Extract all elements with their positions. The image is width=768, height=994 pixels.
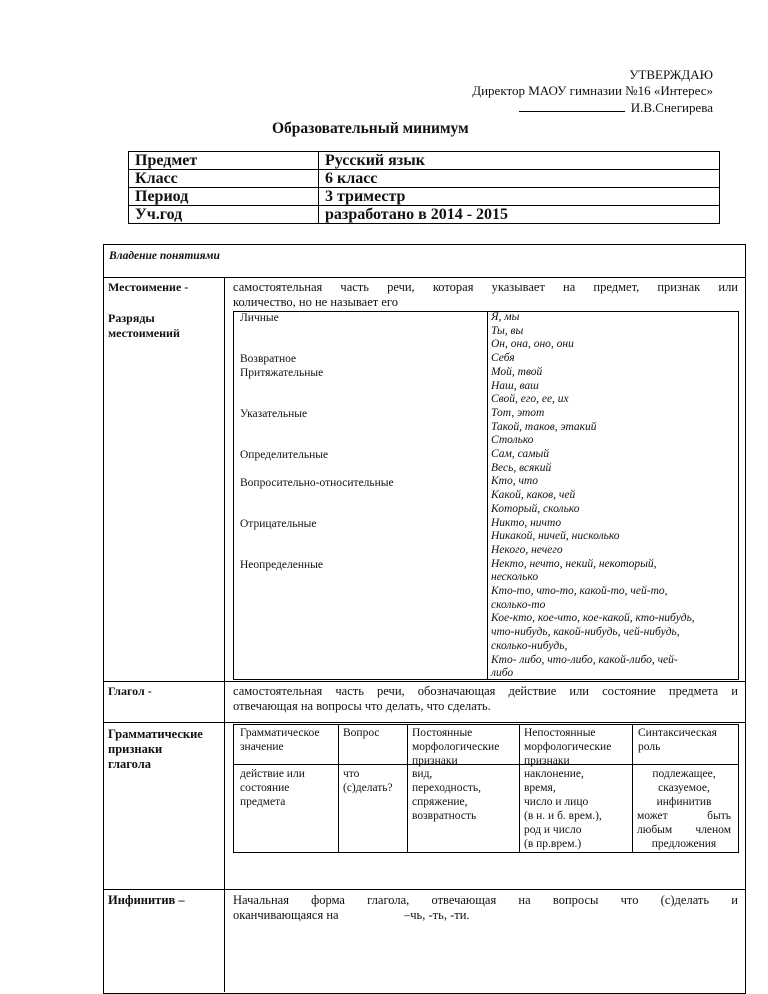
feature-value-cell: [240, 767, 305, 809]
value-line: подлежащее,: [652, 768, 716, 780]
value-line: (в пр.врем.): [524, 838, 582, 850]
example-line: несколько: [491, 571, 539, 584]
value-line: (с)делать?: [343, 782, 393, 794]
example-line: Ты, вы: [491, 324, 524, 337]
value-line: предмета: [240, 796, 286, 808]
example-line: Он, она, оно, они: [491, 338, 574, 351]
categories-column-divider: [487, 311, 488, 680]
header-line: роль: [638, 741, 661, 753]
value-line: род и число: [524, 824, 582, 836]
example-line: Весь, всякий: [491, 461, 552, 474]
example-line: Кое-кто, кое-что, кое-какой, кто-нибудь,: [491, 612, 695, 625]
approval-block: [472, 67, 713, 116]
section-title: Владение понятиями: [109, 250, 220, 262]
example-line: Никто, ничто: [491, 516, 562, 529]
category-name: Неопределенные: [240, 559, 323, 571]
feature-value-cell: [637, 767, 731, 851]
header-line: значение: [240, 741, 284, 753]
value-line: вид,: [412, 768, 433, 780]
example-line: Некто, нечто, некий, некоторый,: [491, 557, 657, 570]
verb-label: Глагол -: [108, 684, 152, 698]
pronoun-definition-line1: самостоятельная часть речи, которая указывает на предмет, признак или: [233, 280, 738, 294]
example-line: Никакой, ничей, нисколько: [491, 530, 620, 543]
column-divider: [407, 724, 408, 853]
verb-features-label-line: глагола: [108, 757, 152, 771]
example-line: Который, сколько: [491, 502, 580, 515]
value-line: (в н. и б. врем.),: [524, 810, 602, 822]
column-header: [524, 726, 611, 768]
value-line: что: [343, 768, 360, 780]
value-line: любым членом: [637, 824, 731, 836]
infinitive-definition-line2a: оканчивающаяся на: [233, 908, 339, 922]
info-value: разработано в 2014 - 2015: [319, 206, 720, 224]
infinitive-definition-line2b: –чь, -ть, -ти.: [404, 908, 470, 922]
verb-features-label: [108, 727, 203, 772]
table-row: [129, 170, 720, 188]
approval-heading: УТВЕРЖДАЮ: [629, 67, 713, 82]
example-line: Столько: [491, 434, 534, 447]
value-line: инфинитив: [656, 796, 712, 808]
feature-value-cell: [524, 767, 602, 851]
example-line: что-нибудь, какой-нибудь, чей-нибудь,: [491, 626, 680, 639]
category-name: Личные: [240, 312, 279, 324]
example-line: Себя: [491, 352, 515, 365]
header-line: морфологические: [524, 741, 612, 753]
example-line: Кто, что: [491, 475, 538, 488]
header-line: признаки: [412, 755, 458, 767]
example-line: Сам, самый: [491, 448, 550, 461]
header-line: признаки: [524, 755, 570, 767]
value-line: действие или: [240, 768, 305, 780]
header-line: Непостоянные: [524, 727, 596, 739]
category-name: Указательные: [240, 408, 308, 420]
info-value: Русский язык: [319, 152, 720, 170]
info-value: 3 триместр: [319, 188, 720, 206]
categories-label-line: местоимений: [108, 326, 180, 340]
value-line: переходность,: [412, 782, 481, 794]
header-line: Вопрос: [343, 727, 380, 739]
column-divider: [632, 724, 633, 853]
label-column-divider: [224, 277, 225, 992]
column-header: [343, 726, 379, 740]
column-header: [240, 726, 320, 754]
feature-value-cell: [412, 767, 481, 823]
header-line: Постоянные: [412, 727, 473, 739]
info-value: 6 класс: [319, 170, 720, 188]
column-divider: [519, 724, 520, 853]
signature-blank: [519, 99, 625, 112]
info-label: Период: [129, 188, 319, 206]
categories-label-line: Разряды: [108, 311, 155, 325]
example-line: Кто- либо, что-либо, какой-либо, чей-: [491, 653, 678, 666]
page-title: Образовательный минимум: [272, 120, 469, 137]
feature-value-cell: [343, 767, 393, 795]
example-line: Наш, ваш: [491, 379, 539, 392]
divider: [103, 889, 746, 890]
column-header: [412, 726, 499, 768]
table-row: [129, 152, 720, 170]
infinitive-label: Инфинитив –: [108, 893, 185, 907]
example-line: Какой, каков, чей: [491, 489, 576, 502]
example-line: либо: [491, 667, 514, 680]
column-header: [638, 726, 717, 754]
approval-name: И.В.Снегирева: [630, 100, 713, 115]
header-line: Грамматическое: [240, 727, 320, 739]
value-line: наклонение,: [524, 768, 584, 780]
pronoun-definition-line2: количество, но не называет его: [233, 295, 398, 309]
verb-definition-line2: отвечающая на вопросы что делать, что сделать.: [233, 699, 491, 713]
category-name: Возвратное: [240, 353, 297, 365]
info-label: Класс: [129, 170, 319, 188]
verb-definition-line1: самостоятельная часть речи, обозначающая действие или состояние предмета и: [233, 684, 738, 698]
value-line: спряжение,: [412, 796, 468, 808]
header-line: Синтаксическая: [638, 727, 717, 739]
value-line: возвратность: [412, 810, 477, 822]
example-line: Кто-то, что-то, какой-то, чей-то,: [491, 585, 668, 598]
category-name: Притяжательные: [240, 367, 324, 379]
column-divider: [338, 724, 339, 853]
example-line: Такой, таков, этакий: [491, 420, 597, 433]
info-label: Уч.год: [129, 206, 319, 224]
table-row: [129, 188, 720, 206]
value-line: время,: [524, 782, 556, 794]
approval-signature-line: [472, 99, 713, 116]
example-line: Свой, его, ее, их: [491, 393, 569, 406]
divider: [103, 277, 746, 278]
categories-label: [108, 311, 180, 341]
category-name: Вопросительно-относительные: [240, 477, 394, 489]
category-examples-column: [491, 311, 735, 681]
value-line: сказуемое,: [658, 782, 710, 794]
divider: [103, 722, 746, 723]
example-line: Некого, нечего: [491, 543, 563, 556]
example-line: Мой, твой: [491, 365, 543, 378]
approval-director: Директор МАОУ гимназии №16 «Интерес»: [472, 83, 713, 98]
pronoun-label: Местоимение -: [108, 280, 189, 294]
verb-features-label-line: Грамматические: [108, 727, 203, 741]
info-label: Предмет: [129, 152, 319, 170]
value-line: состояние: [240, 782, 290, 794]
category-name: Определительные: [240, 449, 329, 461]
verb-features-label-line: признаки: [108, 742, 163, 756]
value-line: может быть: [637, 810, 731, 822]
value-line: предложения: [651, 838, 717, 850]
example-line: Я, мы: [491, 311, 520, 323]
example-line: Тот, этот: [491, 406, 545, 419]
header-line: морфологические: [412, 741, 500, 753]
value-line: число и лицо: [524, 796, 589, 808]
divider: [103, 681, 746, 682]
table-row: [129, 206, 720, 224]
infinitive-definition-line1: Начальная форма глагола, отвечающая на вопросы что (с)делать и: [233, 893, 738, 907]
example-line: сколько-то: [491, 598, 546, 611]
category-name: Отрицательные: [240, 518, 317, 530]
subject-info-table: [128, 151, 720, 224]
example-line: сколько-нибудь,: [491, 639, 568, 652]
